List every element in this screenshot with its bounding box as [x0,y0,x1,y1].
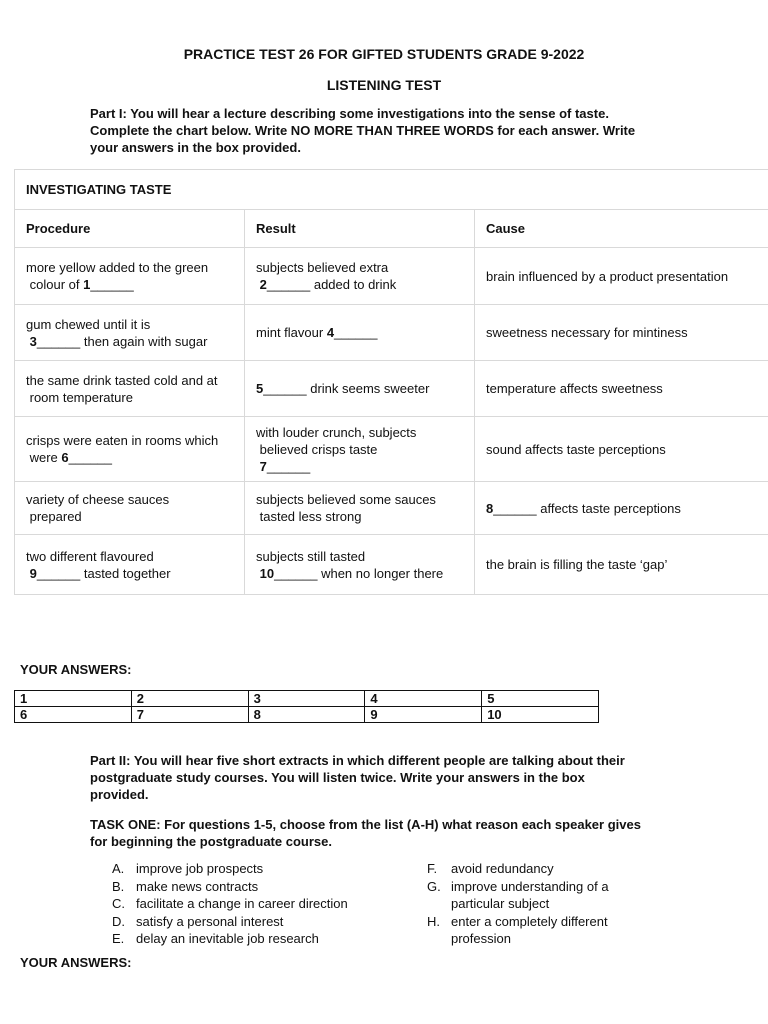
option-letter: E. [112,931,125,946]
answer-cell[interactable]: 1 [15,691,132,707]
cell-text: subjects believed extra [256,260,389,275]
answer-cell[interactable]: 5 [482,691,599,707]
instruction-line: provided. [90,787,149,802]
option-text: delay an inevitable job research [136,931,319,946]
option-text: facilitate a change in career direction [136,896,348,911]
gap-number: 4 [326,325,335,340]
column-header-result: Result [245,210,475,248]
option-letter: B. [112,878,125,894]
cell-text: mint flavour [256,325,327,340]
answer-cell[interactable]: 8 [248,707,365,723]
gap-blank: ______ when no longer there [274,565,444,581]
cell-cause [475,248,768,305]
option-item [112,878,402,896]
cell-line [26,548,233,565]
answer-cell[interactable]: 4 [365,691,482,707]
cell-line [486,380,763,397]
table-row [15,248,768,305]
gap-number: 6 [61,450,69,465]
answer-row [15,691,599,707]
gap-number: 1 [83,277,91,292]
option-text: satisfy a personal interest [136,913,284,929]
column-header-cause: Cause [475,210,768,248]
task-one-instructions [90,816,700,850]
cell-line [26,276,233,293]
page-subtitle: LISTENING TEST [326,77,442,93]
answer-cell[interactable]: 6 [15,707,132,723]
cell-procedure [15,482,245,535]
part1-instructions [90,105,690,156]
cell-text: believed crisps taste [256,441,378,457]
cell-text: variety of cheese sauces [26,492,170,507]
cell-line [26,259,233,276]
cell-result [245,361,475,417]
instruction-line: your answers in the box provided. [90,140,301,155]
option-letter: H. [427,913,440,929]
answer-cell[interactable]: 7 [131,707,248,723]
chart-title: INVESTIGATING TASTE [15,170,768,210]
answer-cell[interactable]: 2 [131,691,248,707]
cell-text: subjects believed some sauces [256,492,436,507]
cell-text: room temperature [26,389,133,405]
investigating-taste-chart [14,169,768,595]
table-row [15,417,768,482]
option-letter: D. [112,913,125,929]
cell-line [26,491,233,508]
cell-line [26,449,233,466]
cell-text: brain influenced by a product presentation [486,268,729,284]
cell-cause [475,305,768,361]
cell-line [256,380,463,397]
cell-text: the brain is filling the taste ‘gap’ [486,557,668,572]
cell-line [256,324,463,341]
cell-line [26,333,233,350]
option-item [112,895,402,913]
option-letter: G. [427,878,441,894]
part2-instructions [90,752,700,803]
page-title: PRACTICE TEST 26 FOR GIFTED STUDENTS GRADE 9-2022 [183,46,585,62]
option-item [427,860,637,878]
instruction-line: postgraduate study courses. You will listen twice. Write your answers in the box [90,770,585,785]
cell-line [486,500,763,517]
gap-blank: ______ drink seems sweeter [263,381,430,396]
table-row [15,305,768,361]
cell-procedure [15,248,245,305]
options-list-right [427,860,637,948]
cell-result [245,417,475,482]
cell-text: colour of [26,277,84,292]
cell-result [245,535,475,595]
cell-cause [475,361,768,417]
option-text: avoid redundancy [451,861,554,876]
answer-cell[interactable]: 3 [248,691,365,707]
cell-text: more yellow added to the green [26,260,209,275]
cell-line [256,424,463,441]
table-row [15,482,768,535]
option-letter: F. [427,861,438,876]
cell-text: were [26,450,62,465]
gap-blank: ______ added to drink [266,277,397,292]
gap-number: 5 [256,381,264,396]
gap-number: 9 [29,565,37,581]
cell-line [486,441,763,458]
cell-text: crisps were eaten in rooms which [26,433,219,448]
gap-blank: ______ affects taste perceptions [493,500,681,516]
cell-cause [475,482,768,535]
cell-line [26,432,233,449]
cell-result [245,248,475,305]
gap-number: 7 [259,458,267,474]
column-header-procedure: Procedure [15,210,245,248]
gap-blank: ______ [68,450,113,465]
cell-line [26,316,233,333]
cell-text: sweetness necessary for mintiness [486,325,688,340]
option-item [427,878,637,913]
gap-number: 10 [259,565,275,581]
answer-row [15,707,599,723]
cell-line [26,508,233,525]
cell-line [256,441,463,458]
part1-answers-label: YOUR ANSWERS: [20,662,132,677]
cell-line [256,276,463,293]
option-item [427,913,637,948]
cell-line [256,565,463,582]
cell-text: subjects still tasted [256,548,366,564]
instruction-line: Part II: You will hear five short extracts in which different people are talking about their [90,753,625,768]
option-text: improve job prospects [136,861,264,876]
cell-text: temperature affects sweetness [486,381,663,396]
option-text: enter a completely different profession [451,913,608,946]
answer-cell[interactable]: 9 [365,707,482,723]
cell-line [26,389,233,406]
part2-answers-label: YOUR ANSWERS: [20,955,132,970]
cell-line [486,268,763,285]
answer-cell[interactable]: 10 [482,707,599,723]
cell-line [256,548,463,565]
cell-line [26,372,233,389]
instruction-line: TASK ONE: For questions 1-5, choose from the list (A-H) what reason each speaker gives [90,817,641,832]
part1-answer-grid [14,690,599,723]
cell-line [256,458,463,475]
cell-procedure [15,361,245,417]
cell-procedure [15,305,245,361]
cell-procedure [15,535,245,595]
cell-text: the same drink tasted cold and at [26,372,218,388]
gap-number: 8 [486,500,494,516]
gap-blank: ______ tasted together [36,565,171,581]
instruction-line: Part I: You will hear a lecture describing some investigations into the sense of taste. [90,106,609,121]
cell-result [245,305,475,361]
cell-text: with louder crunch, subjects [256,424,417,440]
cell-text: gum chewed until it is [26,316,151,332]
option-item [112,930,402,948]
cell-line [256,508,463,525]
option-letter: A. [112,861,125,876]
gap-blank: ______ [266,458,311,474]
gap-blank: ______ [90,277,134,292]
cell-line [486,324,763,341]
cell-procedure [15,417,245,482]
cell-text: prepared [26,509,82,524]
table-row [15,535,768,595]
table-row [15,361,768,417]
gap-number: 3 [29,333,37,349]
cell-cause [475,417,768,482]
option-item [112,860,402,878]
cell-line [256,491,463,508]
gap-number: 2 [259,277,267,292]
instruction-line: for beginning the postgraduate course. [90,834,332,849]
option-letter: C. [112,896,125,911]
cell-text: tasted less strong [256,509,362,524]
options-list-left [112,860,402,948]
cell-cause [475,535,768,595]
option-text: make news contracts [136,878,259,894]
cell-text: two different flavoured [26,548,154,564]
cell-line [486,556,763,573]
option-item [112,913,402,931]
cell-line [256,259,463,276]
option-text: improve understanding of a particular subject [451,878,609,911]
instruction-line: Complete the chart below. Write NO MORE THAN THREE WORDS for each answer. Write [90,123,636,138]
cell-result [245,482,475,535]
gap-blank: ______ then again with sugar [36,333,208,349]
cell-text: sound affects taste perceptions [486,441,666,457]
gap-blank: ______ [334,325,378,340]
cell-line [26,565,233,582]
